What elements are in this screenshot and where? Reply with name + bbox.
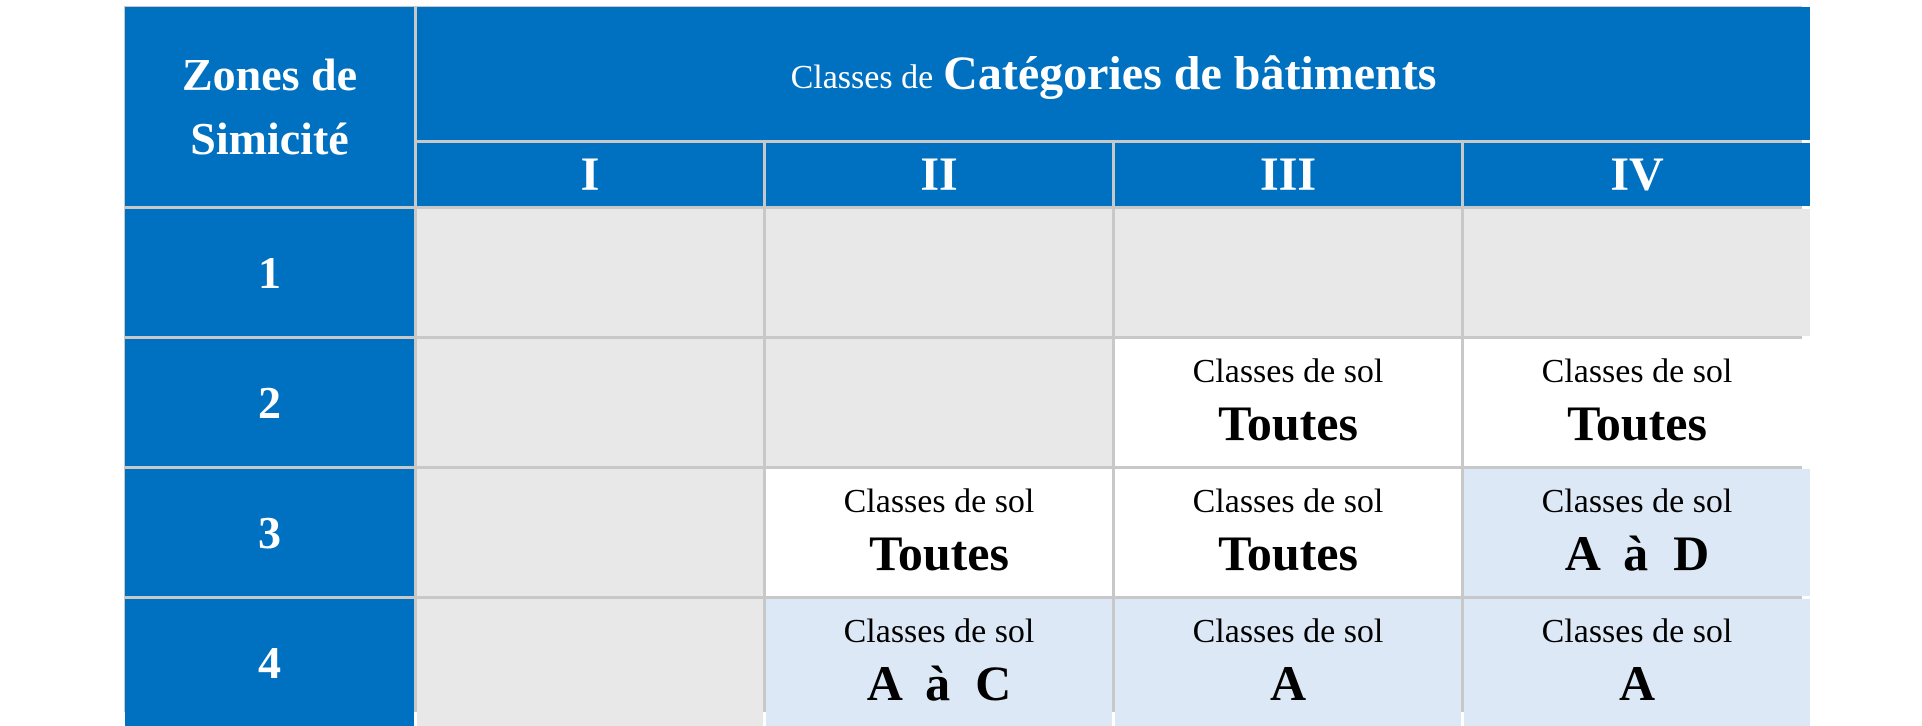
zones-header-line-2: Simicité xyxy=(190,112,349,164)
table-cell xyxy=(766,469,1112,596)
title-main: Catégories de bâtiments xyxy=(943,47,1437,100)
zones-header-line-1: Zones de xyxy=(181,48,358,100)
table-cell xyxy=(766,599,1112,726)
soil-class-label: Classes de sol xyxy=(843,612,1035,650)
column-header-IV: IV xyxy=(1464,143,1810,206)
soil-class-label: Classes de sol xyxy=(1541,612,1733,650)
soil-class-label: Classes de sol xyxy=(1541,352,1733,390)
table-cell xyxy=(417,209,763,336)
table-cell xyxy=(1115,209,1461,336)
soil-class-label: Classes de sol xyxy=(1192,612,1384,650)
table-cell xyxy=(417,339,763,466)
soil-class-label: Classes de sol xyxy=(843,482,1035,520)
soil-class-value: A xyxy=(1618,654,1656,711)
table-cell xyxy=(1464,599,1810,726)
soil-class-value: Toutes xyxy=(869,524,1009,581)
table-cell xyxy=(766,209,1112,336)
soil-class-value: A à C xyxy=(866,654,1012,711)
table-cell xyxy=(1115,339,1461,466)
table-cell xyxy=(1464,469,1810,596)
table-cell xyxy=(417,599,763,726)
seismic-classes-table xyxy=(124,6,1802,712)
column-header-I: I xyxy=(417,143,763,206)
soil-class-value: A xyxy=(1269,654,1307,711)
soil-class-label: Classes de sol xyxy=(1541,482,1733,520)
zone-row-header: 3 xyxy=(125,469,414,596)
soil-class-label: Classes de sol xyxy=(1192,482,1384,520)
table-cell xyxy=(1115,469,1461,596)
zone-row-header: 2 xyxy=(125,339,414,466)
soil-class-value: Toutes xyxy=(1218,394,1358,451)
column-header-II: II xyxy=(766,143,1112,206)
table-title xyxy=(417,7,1810,140)
column-header-III: III xyxy=(1115,143,1461,206)
soil-class-value: A à D xyxy=(1564,524,1710,581)
soil-class-label: Classes de sol xyxy=(1192,352,1384,390)
table-cell xyxy=(417,469,763,596)
table-cell xyxy=(1464,209,1810,336)
soil-class-value: Toutes xyxy=(1218,524,1358,581)
soil-class-value: Toutes xyxy=(1567,394,1707,451)
zone-row-header: 1 xyxy=(125,209,414,336)
table-cell xyxy=(1464,339,1810,466)
table-cell xyxy=(1115,599,1461,726)
zone-row-header: 4 xyxy=(125,599,414,726)
title-prefix: Classes de xyxy=(790,58,934,96)
zones-header xyxy=(125,7,414,206)
table-cell xyxy=(766,339,1112,466)
